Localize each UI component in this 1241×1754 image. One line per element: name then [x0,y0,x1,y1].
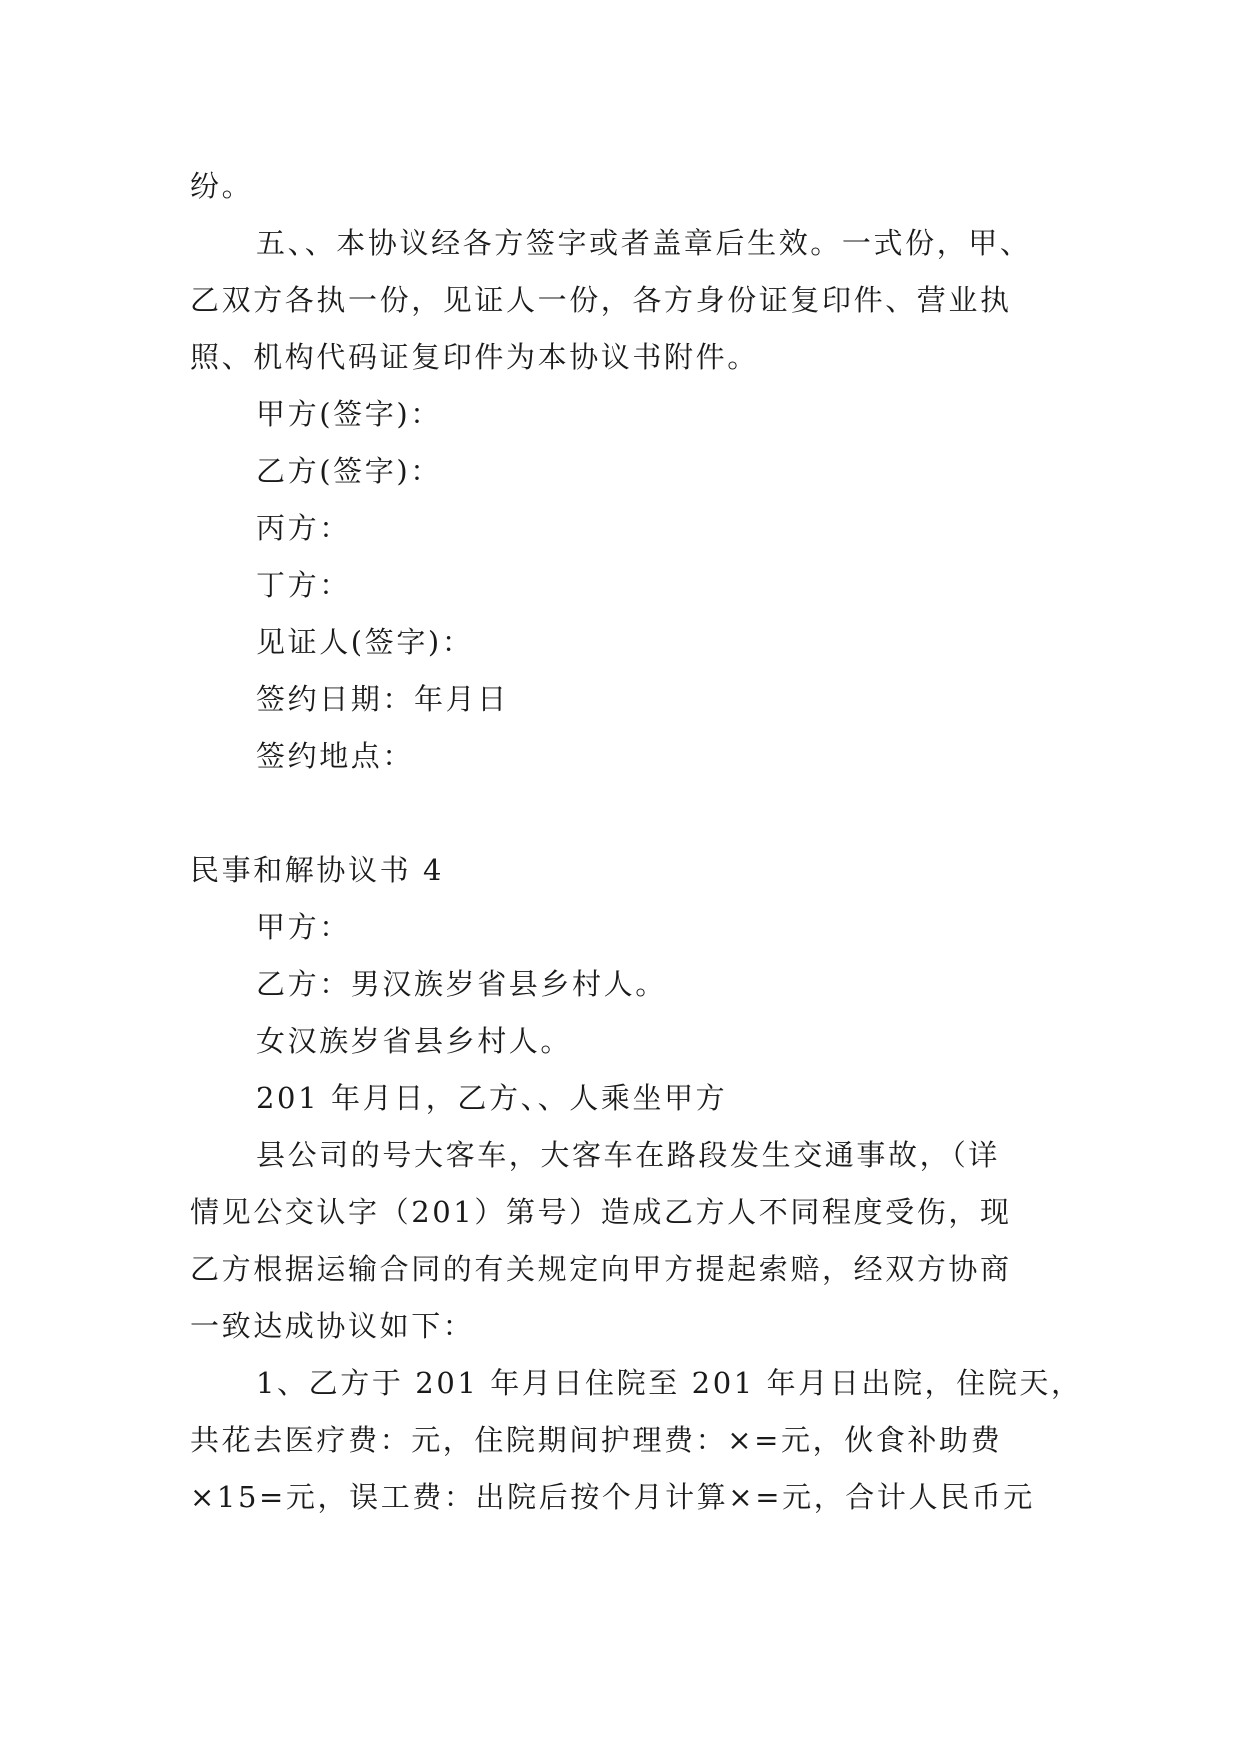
party-b-signature-label: 乙方(签字)： [256,454,442,488]
party-b-info: 乙方：男汉族岁省县乡村人。 [256,967,667,1001]
incident-line-5: 一致达成协议如下： [190,1309,475,1343]
clause-one-line-2: 共花去医疗费：元，住院期间护理费：×=元，伙食补助费 [190,1423,1003,1457]
party-b-info-2: 女汉族岁省县乡村人。 [256,1024,573,1058]
incident-line-3: 情见公交认字（201）第号）造成乙方人不同程度受伤，现 [190,1195,1012,1229]
paragraph-line: 纷。 [190,169,254,203]
clause-five-line-3: 照、机构代码证复印件为本协议书附件。 [190,340,759,374]
signing-date-label: 签约日期：年月日 [256,682,509,716]
party-a-label: 甲方： [256,910,351,944]
party-c-label: 丙方： [256,511,351,545]
clause-one-line-3: ×15=元，误工费：出院后按个月计算×=元，合计人民币元 [190,1480,1035,1514]
incident-line-2: 县公司的号大客车，大客车在路段发生交通事故，（详 [256,1138,1000,1172]
section-title: 民事和解协议书 4 [190,853,445,887]
party-d-label: 丁方： [256,568,351,602]
party-a-signature-label: 甲方(签字)： [256,397,442,431]
clause-five-line-1: 五、、本协议经各方签字或者盖章后生效。一式份，甲、 [256,226,1032,260]
clause-five-line-2: 乙双方各执一份，见证人一份，各方身份证复印件、营业执 [190,283,1012,317]
witness-signature-label: 见证人(签字)： [256,625,474,659]
incident-line-4: 乙方根据运输合同的有关规定向甲方提起索赔，经双方协商 [190,1252,1012,1286]
clause-one-line-1: 1、乙方于 201 年月日住院至 201 年月日出院，住院天， [256,1366,1083,1400]
incident-line-1: 201 年月日，乙方、、人乘坐甲方 [256,1081,728,1115]
signing-place-label: 签约地点： [256,739,415,773]
